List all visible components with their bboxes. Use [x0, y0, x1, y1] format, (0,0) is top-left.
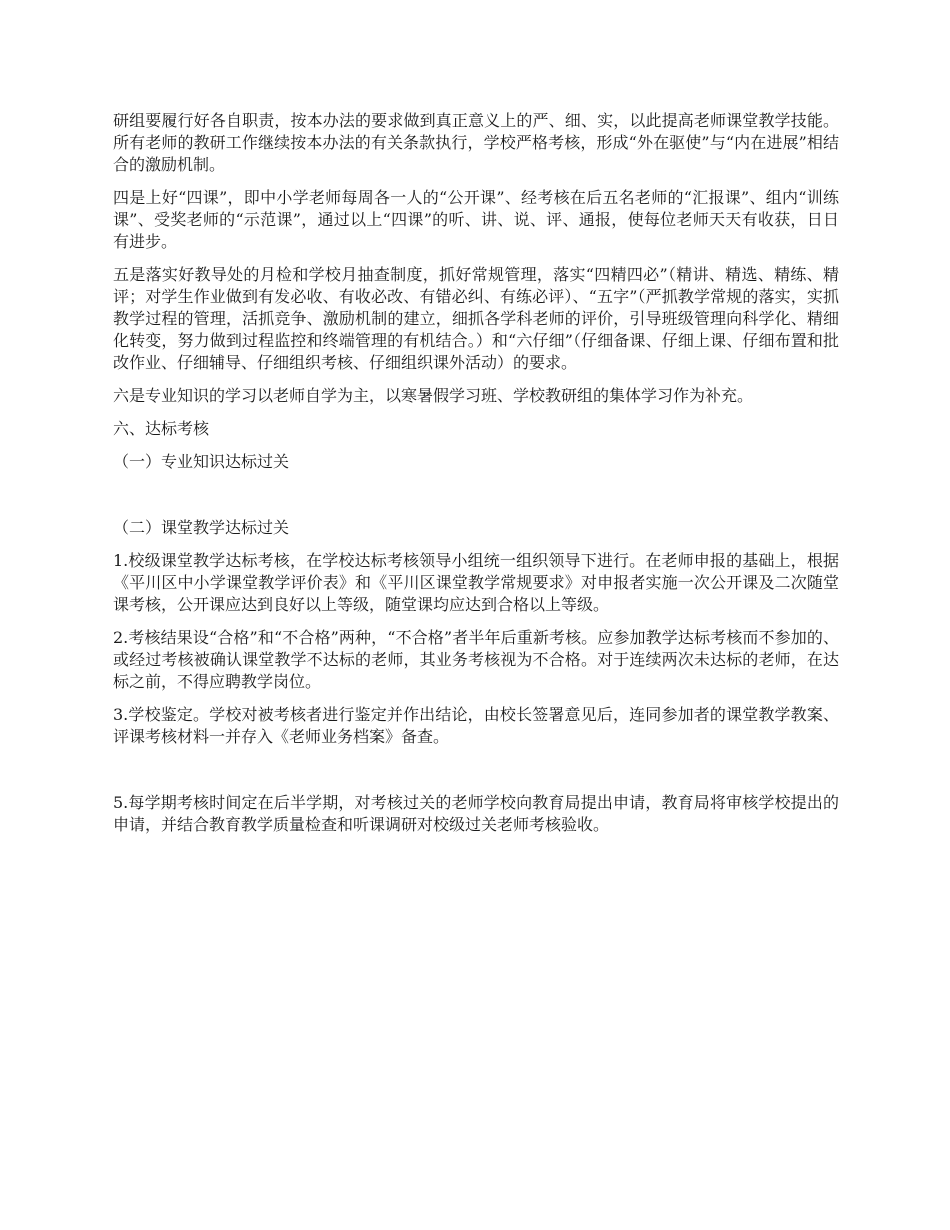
- list-item-3: 3.学校鉴定。学校对被考核者进行鉴定并作出结论，由校长签署意见后，连同参加者的课堂教学教案、评课考核材料一并存入《老师业务档案》备查。: [113, 705, 839, 746]
- list-item-1: 1.校级课堂教学达标考核，在学校达标考核领导小组统一组织领导下进行。在老师申报的基础上，根据《平川区中小学课堂教学评价表》和《平川区课堂教学常规要求》对申报者实施一次公开课及二次随堂课考核，公开课应达到良好以上等级，随堂课均应达到合格以上等级。: [113, 551, 839, 614]
- blank-space: [113, 759, 839, 792]
- paragraph-2: 四是上好“四课”，即中小学老师每周各一人的“公开课”、经考核在后五名老师的“汇报课”、组内“训练课”、受奖老师的“示范课”，通过以上“四课”的听、讲、说、评、通报，使每位老师天天有收获，日日有进步。: [113, 188, 839, 251]
- list-item-2: 2.考核结果设“合格”和“不合格”两种，“不合格”者半年后重新考核。应参加教学达标考核而不参加的、或经过考核被确认课堂教学不达标的老师，其业务考核视为不合格。对于连续两次未达标的老师，在达标之前，不得应聘教学岗位。: [113, 628, 839, 691]
- section-heading: 六、达标考核: [113, 419, 210, 438]
- blank-space: [113, 484, 839, 517]
- paragraph-1: 研组要履行好各自职责，按本办法的要求做到真正意义上的严、细、实，以此提高老师课堂教学技能。所有老师的教研工作继续按本办法的有关条款执行，学校严格考核，形成“外在驱使”与“内在进展”相结合的激励机制。: [113, 111, 839, 174]
- list-item-5: 5.每学期考核时间定在后半学期，对考核过关的老师学校向教育局提出申请，教育局将审核学校提出的申请，并结合教育教学质量检查和听课调研对校级过关老师考核验收。: [113, 793, 839, 834]
- paragraph-4: 六是专业知识的学习以老师自学为主，以寒暑假学习班、学校教研组的集体学习作为补充。: [113, 386, 754, 405]
- paragraph-3: 五是落实好教导处的月检和学校月抽查制度，抓好常规管理，落实“四精四必”（精讲、精选、精练、精评；对学生作业做到有发必收、有收必改、有错必纠、有练必评）、“五字”（严抓教学常规的落实，实抓教学过程的管理，活抓竞争、激励机制的建立，细抓各学科老师的评价，引导班级管理向科学化、精细化转变，努力做到过程监控和终端管理的有机结合。）和“六仔细”（仔细备课、仔细上课、仔细布置和批改作业、仔细辅导、仔细组织考核、仔细组织课外活动）的要求。: [113, 265, 839, 372]
- document-page: [113, 110, 839, 847]
- sub-heading-knowledge: （一）专业知识达标过关: [113, 452, 290, 471]
- sub-heading-classroom: （二）课堂教学达标过关: [113, 518, 290, 537]
